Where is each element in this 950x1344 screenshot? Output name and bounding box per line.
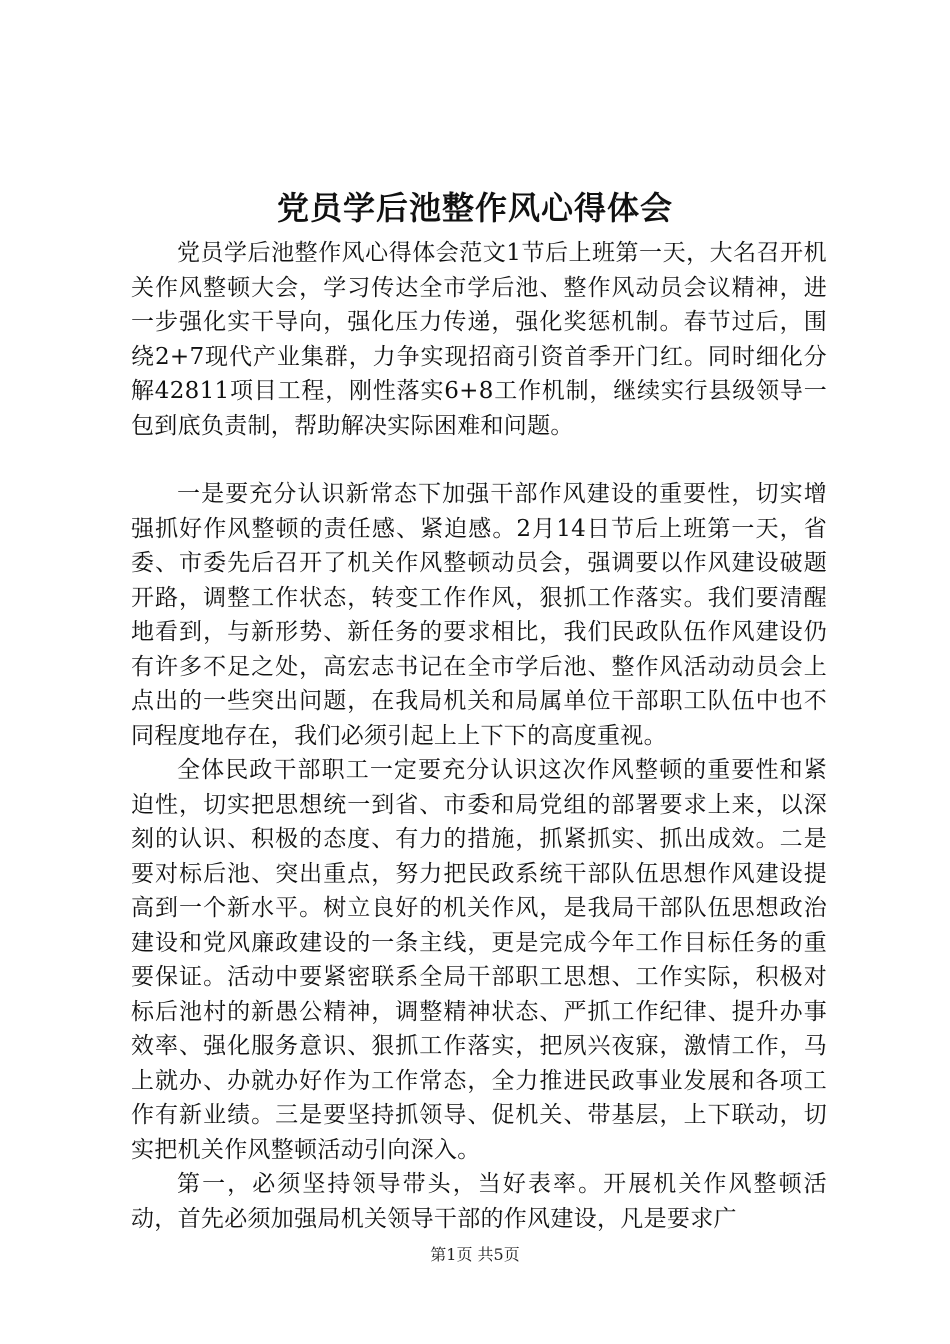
paragraph-point-two: 全体民政干部职工一定要充分认识这次作风整顿的重要性和紧迫性，切实把思想统一到省、市委和局党组的部署要求上来，以深刻的认识、积极的态度、有力的措施，抓紧抓实、抓出成效。二是要对标后池、突出重点，努力把民政系统干部队伍思想作风建设提高到一个新水平。树立良好的机关作风，是我局干部队伍思想政治建设和党风廉政建设的一条主线，更是完成今年工作目标任务的重要保证。活动中要紧密联系全局干部职工思想、工作实际，积极对标后池村的新愚公精神，调整精神状态、严抓工作纪律、提升办事效率、强化服务意识、狠抓工作落实，把夙兴夜寐，激情工作，马上就办、办就办好作为工作常态，全力推进民政事业发展和各项工作有新业绩。三是要坚持抓领导、促机关、带基层，上下联动，切实把机关作风整顿活动引向深入。 — [131, 757, 827, 1163]
paragraph-intro: 党员学后池整作风心得体会范文1节后上班第一天，大名召开机关作风整顿大会，学习传达全市学后池、整作风动员会议精神，进一步强化实干导向，强化压力传递，强化奖惩机制。春节过后，围绕2+7现代产业集群，力争实现招商引资首季开门红。同时细化分解42811项目工程，刚性落实6+8工作机制，继续实行县级领导一包到底负责制，帮助解决实际困难和问题。 — [131, 240, 827, 439]
document-title: 党员学后池整作风心得体会 — [276, 189, 673, 227]
page-number: 第1页 共5页 — [430, 1245, 520, 1264]
document-body — [131, 236, 827, 1236]
paragraph-point-one: 一是要充分认识新常态下加强干部作风建设的重要性，切实增强抓好作风整顿的责任感、紧迫感。2月14日节后上班第一天，省委、市委先后召开了机关作风整顿动员会，强调要以作风建设破题开路，调整工作状态，转变工作作风，狠抓工作落实。我们要清醒地看到，与新形势、新任务的要求相比，我们民政队伍作风建设仍有许多不足之处，高宏志书记在全市学后池、整作风活动动员会上点出的一些突出问题，在我局机关和局属单位干部职工队伍中也不同程度地存在，我们必须引起上上下下的高度重视。 — [131, 481, 827, 749]
paragraph-first-requirement: 第一，必须坚持领导带头，当好表率。开展机关作风整顿活动，首先必须加强局机关领导干部的作风建设，凡是要求广 — [131, 1171, 827, 1232]
